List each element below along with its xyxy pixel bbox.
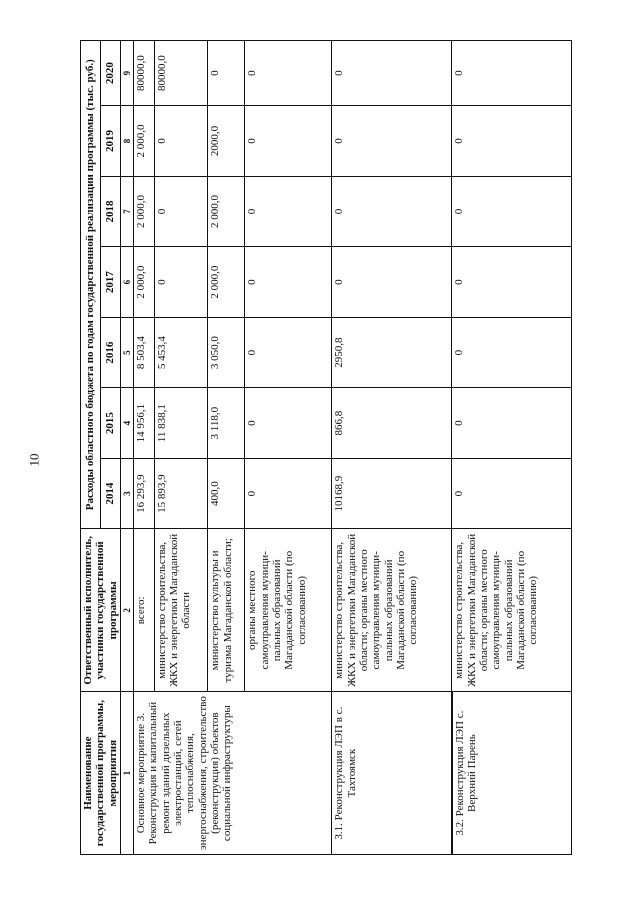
executor-cell: органы местного самоуправления муници-пальных образований Магаданской области (по согласованию) <box>245 529 332 692</box>
table-row <box>332 41 452 855</box>
executor-cell: министерство культуры и туризма Магаданской области; <box>208 529 245 692</box>
column-index: 8 <box>120 106 133 177</box>
value-cell: 3 118,0 <box>208 388 245 459</box>
header-year: 2020 <box>100 41 120 106</box>
executor-cell: всего: <box>134 529 155 692</box>
value-cell: 0 <box>452 388 572 459</box>
column-index: 9 <box>120 41 133 106</box>
value-cell: 400,0 <box>208 458 245 529</box>
value-cell: 5 453,4 <box>154 317 208 388</box>
value-cell: 0 <box>154 106 208 177</box>
activity-name: Основное мероприятие 3. Реконструкция и капитальный ремонт зданий дизельных электростанций, сетей теплоснабжения, энергоснабжения, строительство (реконструкция) объектов социальной инфраструктуры <box>134 692 332 855</box>
column-index: 6 <box>120 247 133 318</box>
value-cell: 80000,0 <box>134 41 155 106</box>
executor-cell: министерство строительства, ЖКХ и энергетики Магаданской области; органы местного самоуправления муници-пальных образований Магаданской области (по согласованию) <box>332 529 452 692</box>
budget-table <box>80 40 572 855</box>
value-cell: 0 <box>154 176 208 247</box>
value-cell: 0 <box>245 247 332 318</box>
value-cell: 0 <box>245 106 332 177</box>
value-cell: 14 956,1 <box>134 388 155 459</box>
page-number: 10 <box>26 453 42 467</box>
activity-name: 3.2. Реконструкция ЛЭП с. Верхний Парень <box>452 692 572 855</box>
value-cell: 0 <box>245 458 332 529</box>
value-cell: 16 293,9 <box>134 458 155 529</box>
header-year: 2016 <box>100 317 120 388</box>
header-expenses: Расходы областного бюджета по годам государственной реализации программы (тыс. руб.) <box>81 41 101 529</box>
header-year: 2019 <box>100 106 120 177</box>
value-cell: 0 <box>332 247 452 318</box>
header-name: Наименование государственной программы, мероприятия <box>81 692 121 855</box>
value-cell: 2000,0 <box>208 106 245 177</box>
column-index: 3 <box>120 458 133 529</box>
table-row <box>134 41 155 855</box>
value-cell: 80000,0 <box>154 41 208 106</box>
value-cell: 2 000,0 <box>208 247 245 318</box>
value-cell: 0 <box>154 247 208 318</box>
value-cell: 2950,8 <box>332 317 452 388</box>
value-cell: 866,8 <box>332 388 452 459</box>
header-year: 2018 <box>100 176 120 247</box>
value-cell: 11 838,1 <box>154 388 208 459</box>
value-cell: 0 <box>245 388 332 459</box>
value-cell: 2 000,0 <box>134 106 155 177</box>
value-cell: 0 <box>452 176 572 247</box>
column-index: 5 <box>120 317 133 388</box>
value-cell: 0 <box>245 41 332 106</box>
column-index: 2 <box>120 529 133 692</box>
value-cell: 2 000,0 <box>134 176 155 247</box>
rotated-table-container <box>80 40 563 855</box>
value-cell: 0 <box>452 317 572 388</box>
value-cell: 10168,9 <box>332 458 452 529</box>
value-cell: 0 <box>332 106 452 177</box>
value-cell: 0 <box>245 176 332 247</box>
header-year: 2015 <box>100 388 120 459</box>
header-year: 2017 <box>100 247 120 318</box>
column-index: 7 <box>120 176 133 247</box>
header-year: 2014 <box>100 458 120 529</box>
value-cell: 0 <box>452 106 572 177</box>
value-cell: 15 893,9 <box>154 458 208 529</box>
activity-name: 3.1. Реконструкция ЛЭП в с. Тахтоямск <box>332 692 452 855</box>
header-executor: Ответственный исполнитель, участники государственной программы <box>81 529 121 692</box>
column-index: 1 <box>120 692 133 855</box>
value-cell: 0 <box>332 41 452 106</box>
table-row <box>452 41 572 855</box>
value-cell: 0 <box>208 41 245 106</box>
value-cell: 0 <box>452 247 572 318</box>
executor-cell: министерство строительства, ЖКХ и энергетики Магаданской области; органы местного самоуправления муници-пальных образований Магаданской области (по согласованию) <box>452 529 572 692</box>
value-cell: 0 <box>452 41 572 106</box>
value-cell: 3 050,0 <box>208 317 245 388</box>
column-index: 4 <box>120 388 133 459</box>
value-cell: 0 <box>245 317 332 388</box>
value-cell: 2 000,0 <box>208 176 245 247</box>
value-cell: 8 503,4 <box>134 317 155 388</box>
executor-cell: министерство строительства, ЖКХ и энергетики Магаданской области <box>154 529 208 692</box>
value-cell: 0 <box>452 458 572 529</box>
value-cell: 2 000,0 <box>134 247 155 318</box>
value-cell: 0 <box>332 176 452 247</box>
